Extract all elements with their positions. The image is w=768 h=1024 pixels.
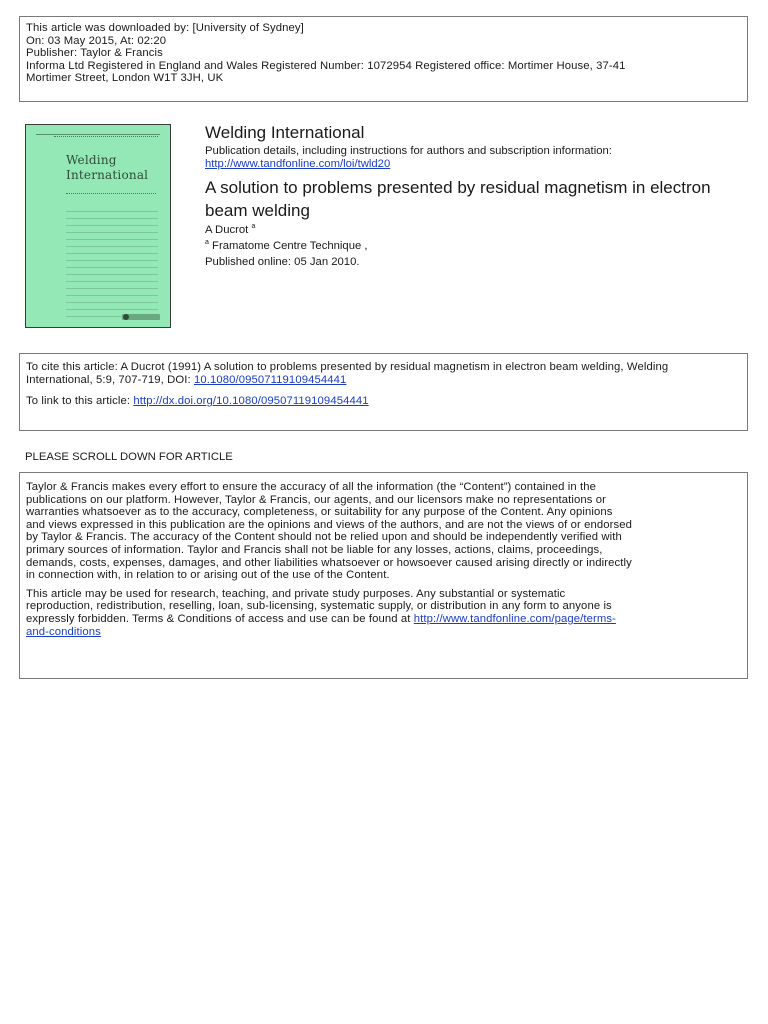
author-affiliation-marker: a xyxy=(251,223,256,231)
download-line: This article was downloaded by: [University of Sydney] xyxy=(26,22,304,34)
cover-title-line: Welding xyxy=(66,153,117,167)
disclaimer-line: Taylor & Francis makes every effort to ensure the accuracy of all the information (the “Content”) contained in the xyxy=(26,481,597,493)
usage-line: This article may be used for research, teaching, and private study purposes. Any substantial or systematic xyxy=(26,587,566,600)
usage-line-terms-cont xyxy=(26,626,747,639)
scroll-down-note: PLEASE SCROLL DOWN FOR ARTICLE xyxy=(25,451,233,463)
disclaimer-line: demands, costs, expenses, damages, and other liabilities whatsoever or howsoever caused arising directly or indirectly xyxy=(26,556,632,569)
citation-prefix: International, 5:9, 707-719, DOI: xyxy=(26,373,194,386)
affiliation-name: Framatome Centre Technique , xyxy=(212,240,368,253)
cover-header-text xyxy=(54,136,158,140)
disclaimer-box xyxy=(19,472,748,679)
publisher-logo-mark-icon xyxy=(123,314,129,320)
cover-title-line: International xyxy=(66,167,149,182)
download-line: Publisher: Taylor & Francis xyxy=(26,47,163,60)
publication-details: Publication details, including instructions for authors and subscription information: xyxy=(205,145,612,157)
terms-conditions-link[interactable]: http://www.tandfonline.com/page/terms- xyxy=(413,612,616,625)
disclaimer-line: by Taylor & Francis. The accuracy of the Content should not be relied upon and should be independently verified with xyxy=(26,531,622,544)
citation-box xyxy=(19,353,748,431)
affiliation-line xyxy=(205,240,745,253)
disclaimer-line: and views expressed in this publication are the opinions and views of the authors, and are not the views of or endorsed xyxy=(26,518,632,531)
disclaimer-line: primary sources of information. Taylor and Francis shall not be liable for any losses, actions, claims, proceedings, xyxy=(26,543,603,556)
author-line xyxy=(205,224,745,237)
article-title: A solution to problems presented by residual magnetism in electron beam welding xyxy=(205,178,711,220)
usage-line-terms xyxy=(26,613,747,626)
disclaimer-line: in connection with, in relation to or arising out of the use of the Content. xyxy=(26,569,390,582)
download-line: Mortimer Street, London W1T 3JH, UK xyxy=(26,72,224,85)
affiliation-marker: a xyxy=(205,239,209,247)
cover-title xyxy=(66,153,156,182)
citation-text-cont xyxy=(26,374,747,387)
disclaimer-line: publications on our platform. However, Taylor & Francis, our agents, and our licensors make no representations or xyxy=(26,493,606,506)
usage-line: reproduction, redistribution, reselling, loan, sub-licensing, systematic supply, or distribution in any form to anyone is xyxy=(26,600,612,613)
terms-prefix: expressly forbidden. Terms & Conditions of access and use can be found at xyxy=(26,612,414,625)
download-line: Informa Ltd Registered in England and Wales Registered Number: 1072954 Registered office: Mortimer House, 37-41 xyxy=(26,59,626,72)
cover-subtitle xyxy=(66,193,156,196)
download-line: On: 03 May 2015, At: 02:20 xyxy=(26,34,167,47)
journal-url-link[interactable]: http://www.tandfonline.com/loi/twld20 xyxy=(205,158,391,170)
article-link-label: To link to this article: xyxy=(26,395,134,408)
citation-text: To cite this article: A Ducrot (1991) A solution to problems presented by residual magnetism in electron beam welding, Welding xyxy=(26,361,669,373)
published-date: Published online: 05 Jan 2010. xyxy=(205,256,360,269)
doi-link[interactable]: 10.1080/09507119109454441 xyxy=(193,373,347,386)
disclaimer-line: warranties whatsoever as to the accuracy, completeness, or suitability for any purpose of the Content. Any opinions xyxy=(26,506,613,519)
article-link-line xyxy=(26,395,747,408)
article-header xyxy=(205,123,745,269)
journal-title: Welding International xyxy=(205,123,365,142)
cover-rules xyxy=(66,205,158,317)
terms-conditions-link-cont[interactable]: and-conditions xyxy=(26,625,101,638)
author-name: A Ducrot xyxy=(205,224,249,237)
download-notice-box xyxy=(19,16,748,102)
article-doi-url-link[interactable]: http://dx.doi.org/10.1080/09507119109454441 xyxy=(133,395,369,408)
journal-cover-image xyxy=(25,124,171,328)
